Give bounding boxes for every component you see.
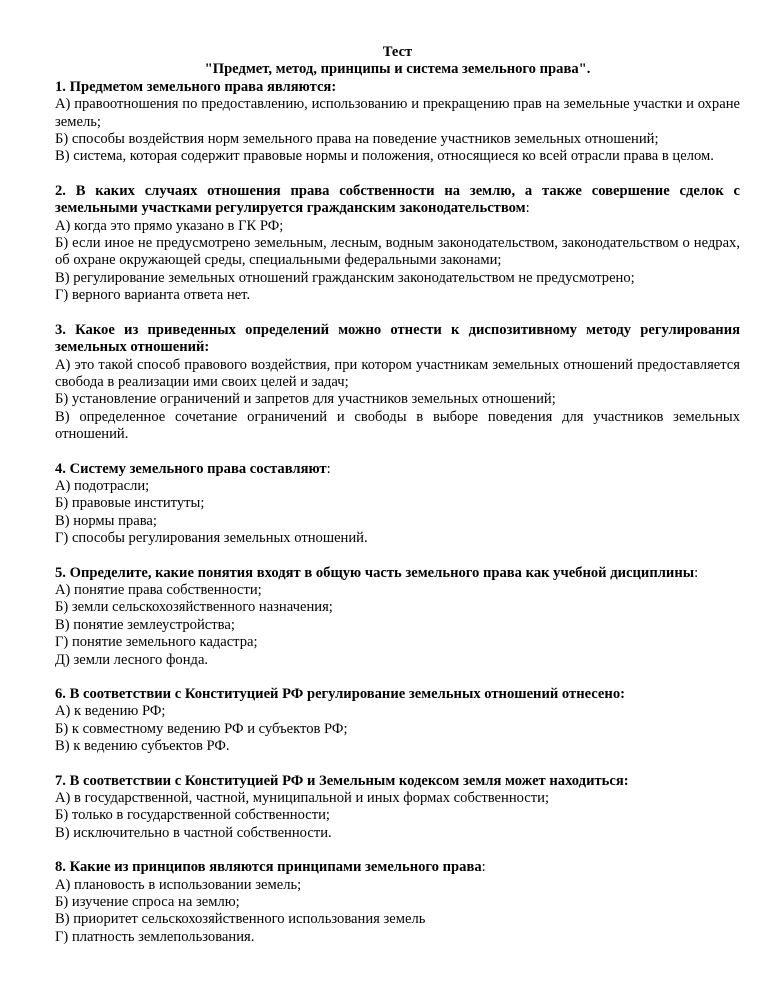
answer-option: Г) способы регулирования земельных отношений. xyxy=(55,530,368,547)
answer-option: Г) понятие земельного кадастра; xyxy=(55,634,258,651)
answer-option: Б) к совместному ведению РФ и субъектов РФ; xyxy=(55,720,348,737)
answer-option: Б) изучение спроса на землю; xyxy=(55,894,240,911)
question-heading xyxy=(55,686,740,703)
answer-option: А) к ведению РФ; xyxy=(55,703,166,720)
answer-option: Г) верного варианта ответа нет. xyxy=(55,287,251,304)
question-text: Систему земельного права составляют xyxy=(69,460,327,477)
answer-option: Б) земли сельскохозяйственного назначения; xyxy=(55,599,333,616)
answer-option: Б) если иное не предусмотрено земельным, лесным, водным законодательством, законодательством о недрах, об охране окружающей среды, специальными федеральными законами; xyxy=(55,235,740,269)
answer-option: В) понятие землеустройства; xyxy=(55,616,235,633)
question-number: 1. xyxy=(55,78,66,95)
document-title: Тест xyxy=(382,44,413,60)
answer-option: А) в государственной, частной, муниципальной и иных формах собственности; xyxy=(55,790,550,807)
question-number: 8. xyxy=(55,859,66,876)
question-heading xyxy=(55,461,740,478)
question-text: В каких случаях отношения права собственности на землю, а также совершение сделок с земельными участками регулируется гражданским законодательством xyxy=(55,182,741,217)
question-number: 3. xyxy=(55,321,66,338)
question-heading xyxy=(55,565,740,582)
question-number: 6. xyxy=(55,686,66,702)
answer-option: А) когда это прямо указано в ГК РФ; xyxy=(55,217,284,234)
answer-option: В) система, которая содержит правовые нормы и положения, относящиеся ко всей отрасли права в целом. xyxy=(55,148,714,165)
question-number: 7. xyxy=(55,772,66,789)
answer-option: Б) только в государственной собственности; xyxy=(55,807,330,824)
question-block xyxy=(55,183,740,305)
question-block xyxy=(55,565,740,669)
answer-option: А) это такой способ правового воздействия, при котором участникам земельных отношений предоставляется свобода в реализации ими своих целей и задач; xyxy=(55,356,740,390)
question-text: Предметом земельного права являются: xyxy=(69,78,337,95)
question-heading xyxy=(55,859,740,876)
question-heading xyxy=(55,322,740,357)
answer-option: А) подотрасли; xyxy=(55,477,150,494)
answer-option: Б) способы воздействия норм земельного права на поведение участников земельных отношений; xyxy=(55,131,659,148)
answer-option: В) регулирование земельных отношений гражданским законодательством не предусмотрено; xyxy=(55,269,635,286)
answer-option: В) нормы права; xyxy=(55,512,157,529)
question-block xyxy=(55,461,740,548)
question-heading xyxy=(55,773,740,790)
question-text: Какие из принципов являются принципами земельного права xyxy=(69,859,482,876)
question-text: Какое из приведенных определений можно отнести к диспозитивному методу регулирования земельных отношений: xyxy=(55,321,740,356)
question-block xyxy=(55,79,740,166)
answer-option: В) приоритет сельскохозяйственного использования земель xyxy=(55,911,426,928)
question-heading xyxy=(55,183,740,218)
answer-option: В) исключительно в частной собственности. xyxy=(55,824,332,841)
question-text: В соответствии с Конституцией РФ регулирование земельных отношений отнесено: xyxy=(69,686,625,702)
answer-option: В) к ведению субъектов РФ. xyxy=(55,738,230,755)
answer-option: Г) платность землепользования. xyxy=(55,928,255,945)
answer-option: Б) установление ограничений и запретов для участников земельных отношений; xyxy=(55,391,556,408)
question-number: 4. xyxy=(55,460,66,477)
question-number: 5. xyxy=(55,564,66,581)
question-text: В соответствии с Конституцией РФ и Земельным кодексом земля может находиться: xyxy=(69,772,629,789)
answer-option: А) понятие права собственности; xyxy=(55,581,262,598)
question-suffix: : xyxy=(481,859,486,876)
answer-option: Д) земли лесного фонда. xyxy=(55,651,209,668)
question-number: 2. xyxy=(55,182,66,199)
question-heading xyxy=(55,79,740,96)
question-suffix: : xyxy=(694,564,699,581)
answer-option: А) правоотношения по предоставлению, использованию и прекращению прав на земельные участки и охране земель; xyxy=(55,96,740,130)
answer-option: А) плановость в использовании земель; xyxy=(55,876,302,893)
question-text: Определите, какие понятия входят в общую часть земельного права как учебной дисциплины xyxy=(69,564,695,581)
question-suffix: : xyxy=(525,200,530,217)
question-block xyxy=(55,322,740,444)
document-subtitle: "Предмет, метод, принципы и система земельного права". xyxy=(204,61,591,78)
question-block xyxy=(55,686,740,756)
answer-option: Б) правовые институты; xyxy=(55,495,205,512)
question-suffix: : xyxy=(326,460,331,477)
document-page xyxy=(55,44,740,963)
question-block xyxy=(55,859,740,946)
answer-option: В) определенное сочетание ограничений и свободы в выборе поведения для участников земельных отношений. xyxy=(55,408,740,443)
question-list xyxy=(55,79,740,946)
question-block xyxy=(55,773,740,843)
